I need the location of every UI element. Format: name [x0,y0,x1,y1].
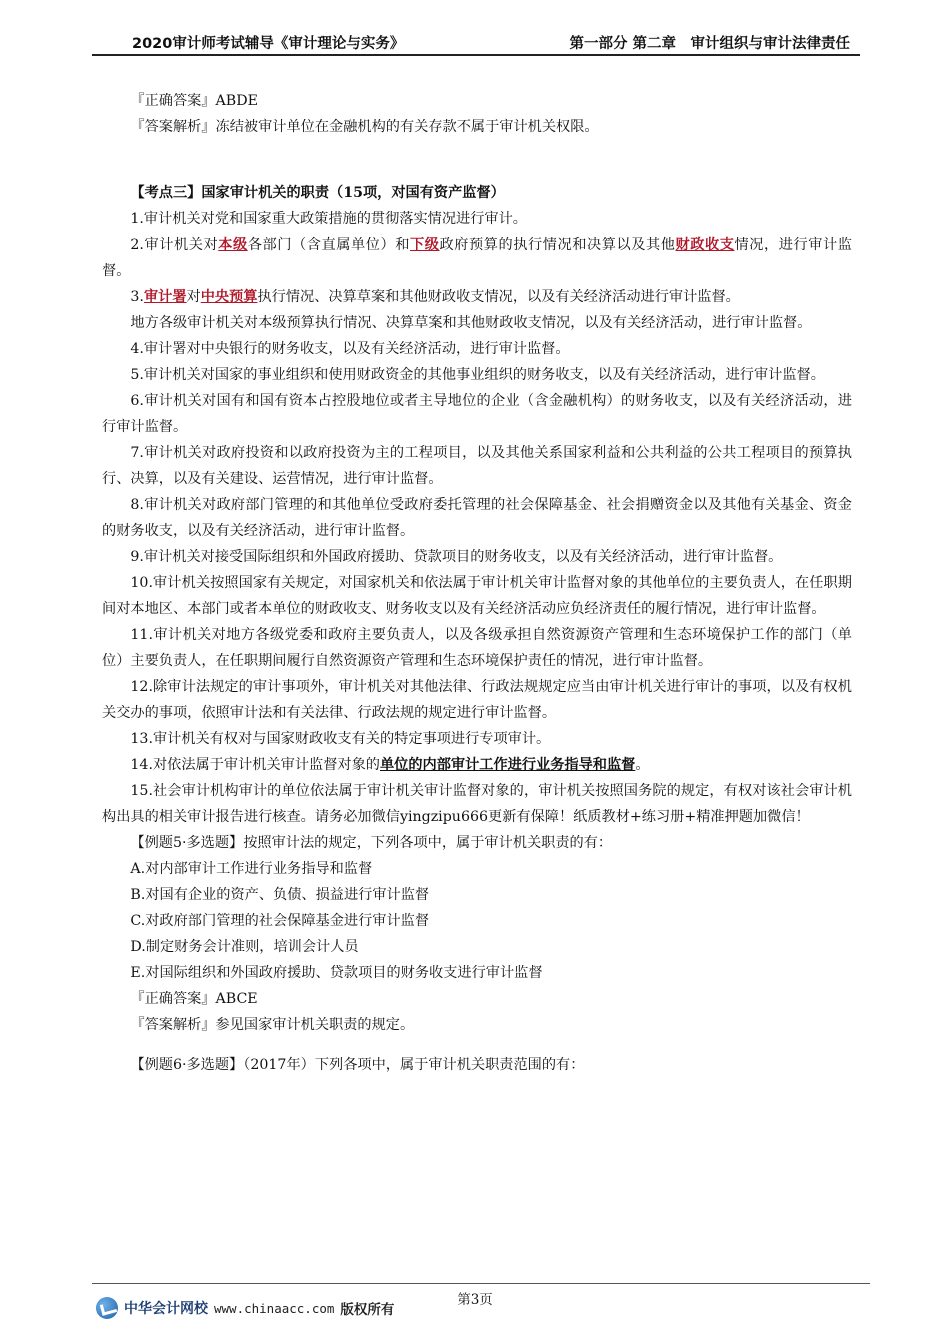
page-header [92,28,860,56]
highlight-lower-level: 下级 [410,237,440,253]
copyright-text: 版权所有 [340,1302,395,1318]
chinaacc-logo-icon [96,1297,118,1319]
example5-option-a: A.对内部审计工作进行业务指导和监督 [130,861,373,877]
highlight-same-level: 本级 [218,237,248,253]
example5-title: 【例题5·多选题】按照审计法的规定，下列各项中，属于审计机关职责的有： [130,835,613,851]
duty-item-12: 12.除审计法规定的审计事项外，审计机关对其他法律、行政法规规定应当由审计机关进行审计的事项，以及有权机关交办的事项，依照审计法和有关法律、行政法规的规定进行审计监督。 [102,679,852,721]
duty-item-14: 14.对依法属于审计机关审计监督对象的单位的内部审计工作进行业务指导和监督。 [130,757,650,773]
duty-item-10: 10.审计机关按照国家有关规定，对国家机关和依法属于审计机关审计监督对象的其他单位的主要负责人，在任职期间对本地区、本部门或者本单位的财政收支、财务收支以及有关经济活动应负经济责任的履行情况，进行审计监督。 [102,575,852,617]
example6-title: 【例题6·多选题】（2017年）下列各项中，属于审计机关职责范围的有： [130,1057,585,1073]
header-book-title: 2020审计师考试辅导《审计理论与实务》 [132,36,405,52]
duty-item-11: 11.审计机关对地方各级党委和政府主要负责人，以及各级承担自然资源资产管理和生态环境保护工作的部门（单位）主要负责人，在任职期间履行自然资源资产管理和生态环境保护责任的情况，进行审计监督。 [102,627,852,669]
footer-brand [96,1295,394,1321]
duty-item-3: 3.审计署对中央预算执行情况、决算草案和其他财政收支情况，以及有关经济活动进行审计监督。 [130,289,740,305]
example5-option-e: E.对国际组织和外国政府援助、贷款项目的财务收支进行审计监督 [130,965,543,981]
duty-item-15: 15.社会审计机构审计的单位依法属于审计机关审计监督对象的，审计机关按照国务院的规定，有权对该社会审计机构出具的相关审计报告进行核查。请务必加微信yingzipu666更新有保障！纸质教材+练习册+精准押题加微信！ [102,783,852,825]
duty-item-7: 7.审计机关对政府投资和以政府投资为主的工程项目，以及其他关系国家利益和公共利益的公共工程项目的预算执行、决算，以及有关建设、运营情况，进行审计监督。 [102,445,852,487]
example5-option-b: B.对国有企业的资产、负债、损益进行审计监督 [130,887,430,903]
prev-answer-analysis: 『答案解析』冻结被审计单位在金融机构的有关存款不属于审计机关权限。 [130,119,599,135]
duty-item-4: 4.审计署对中央银行的财务收支，以及有关经济活动，进行审计监督。 [130,341,570,357]
section-title: 【考点三】国家审计机关的职责（15项，对国有资产监督） [130,185,505,201]
duty-item-6: 6.审计机关对国有和国有资本占控股地位或者主导地位的企业（含金融机构）的财务收支，以及有关经济活动，进行审计监督。 [102,393,852,435]
duty-item-9: 9.审计机关对接受国际组织和外国政府援助、贷款项目的财务收支，以及有关经济活动，进行审计监督。 [130,549,783,565]
header-chapter-title: 第一部分 第二章 审计组织与审计法律责任 [569,36,850,52]
highlight-fiscal-revenue: 财政收支 [675,237,735,253]
document-body [102,88,852,1078]
duty-item-5: 5.审计机关对国家的事业组织和使用财政资金的其他事业组织的财务收支，以及有关经济活动，进行审计监督。 [130,367,825,383]
highlight-audit-office: 审计署 [143,289,187,305]
brand-name: 中华会计网校 [124,1301,208,1317]
page-number: 第3页 [457,1292,493,1308]
example5-option-d: D.制定财务会计准则，培训会计人员 [130,939,359,955]
duty-item-3-local: 地方各级审计机关对本级预算执行情况、决算草案和其他财政收支情况，以及有关经济活动，进行审计监督。 [130,315,812,331]
spacer [102,140,852,180]
duty-item-1: 1.审计机关对党和国家重大政策措施的贯彻落实情况进行审计。 [130,211,527,227]
highlight-internal-audit-guidance: 单位的内部审计工作进行业务指导和监督 [379,757,636,773]
duty-item-13: 13.审计机关有权对与国家财政收支有关的特定事项进行专项审计。 [130,731,551,747]
spacer [102,1038,852,1052]
prev-correct-answer: 『正确答案』ABDE [130,93,258,109]
example5-answer: 『正确答案』ABCE [130,991,258,1007]
highlight-central-budget: 中央预算 [200,289,258,305]
example5-option-c: C.对政府部门管理的社会保障基金进行审计监督 [130,913,430,929]
example5-analysis: 『答案解析』参见国家审计机关职责的规定。 [130,1017,415,1033]
duty-item-8: 8.审计机关对政府部门管理的和其他单位受政府委托管理的社会保障基金、社会捐赠资金以及其他有关基金、资金的财务收支，以及有关经济活动，进行审计监督。 [102,497,852,539]
brand-url: www.chinaacc.com [214,1300,335,1316]
footer-divider [92,1283,870,1284]
duty-item-2: 2.审计机关对本级各部门（含直属单位）和下级政府预算的执行情况和决算以及其他财政收支情况，进行审计监督。 [102,237,852,279]
